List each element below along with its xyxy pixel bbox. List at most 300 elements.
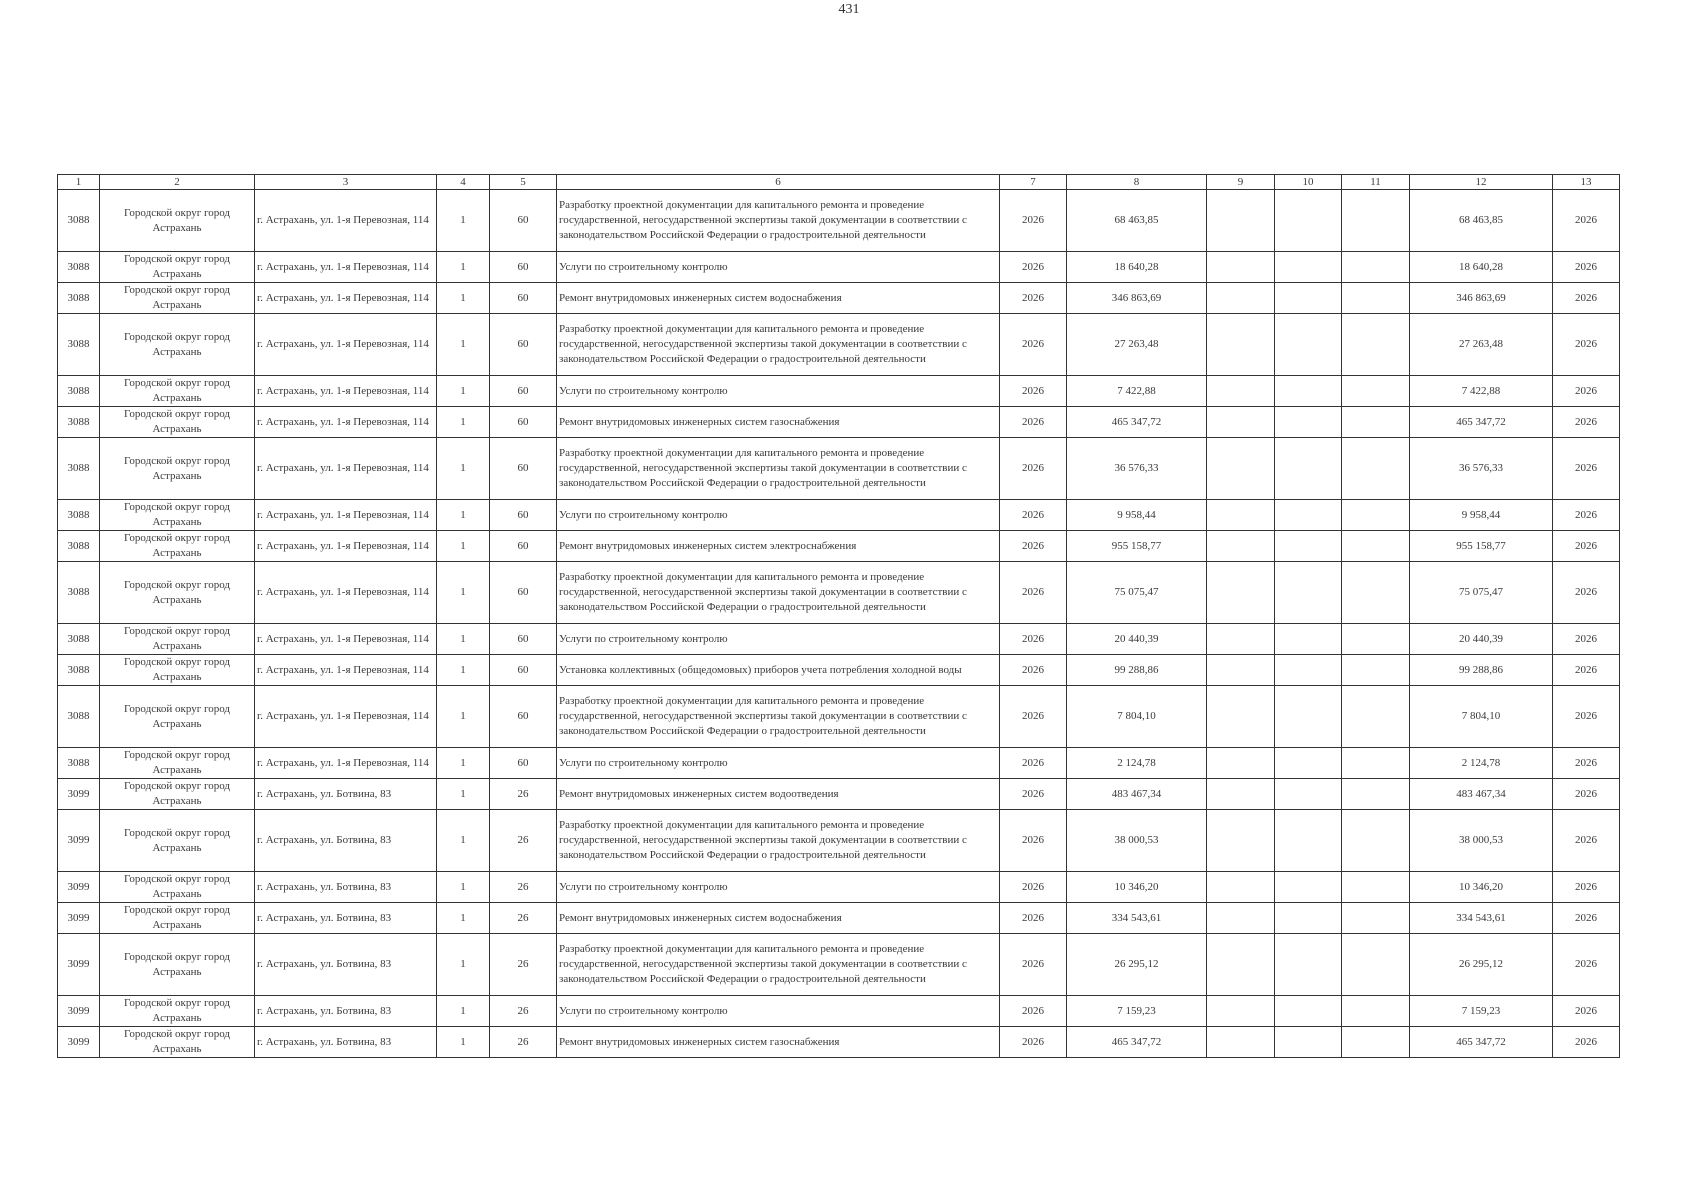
column-header: 7 <box>1000 175 1067 190</box>
municipality-cell: Городской округ город Астрахань <box>100 934 255 996</box>
col9-cell <box>1207 810 1275 872</box>
col5-cell: 60 <box>490 252 557 283</box>
col9-cell <box>1207 686 1275 748</box>
column-header: 6 <box>557 175 1000 190</box>
table-row <box>58 748 1620 779</box>
total-cost-cell: 7 159,23 <box>1410 996 1553 1027</box>
col9-cell <box>1207 624 1275 655</box>
col9-cell <box>1207 903 1275 934</box>
col4-cell: 1 <box>437 500 490 531</box>
cost-cell: 7 422,88 <box>1067 376 1207 407</box>
table-row <box>58 810 1620 872</box>
col9-cell <box>1207 748 1275 779</box>
house-id-cell: 3088 <box>58 531 100 562</box>
cost-cell: 27 263,48 <box>1067 314 1207 376</box>
table-row <box>58 624 1620 655</box>
address-cell: г. Астрахань, ул. 1-я Перевозная, 114 <box>255 748 437 779</box>
municipality-cell: Городской округ город Астрахань <box>100 562 255 624</box>
column-header: 12 <box>1410 175 1553 190</box>
col10-cell <box>1275 748 1342 779</box>
table-row <box>58 252 1620 283</box>
col9-cell <box>1207 252 1275 283</box>
col9-cell <box>1207 407 1275 438</box>
address-cell: г. Астрахань, ул. Ботвина, 83 <box>255 934 437 996</box>
table-row <box>58 996 1620 1027</box>
total-cost-cell: 7 804,10 <box>1410 686 1553 748</box>
column-header: 4 <box>437 175 490 190</box>
completion-year-cell: 2026 <box>1553 686 1620 748</box>
house-id-cell: 3088 <box>58 407 100 438</box>
year-cell: 2026 <box>1000 903 1067 934</box>
work-type-cell: Разработку проектной документации для капитального ремонта и проведение государственной, негосударственной экспертизы такой документации в соответствии с законодательством Российской Федерации о градостроительной деятельности <box>557 810 1000 872</box>
col10-cell <box>1275 531 1342 562</box>
cost-cell: 38 000,53 <box>1067 810 1207 872</box>
col11-cell <box>1342 314 1410 376</box>
work-type-cell: Разработку проектной документации для капитального ремонта и проведение государственной, негосударственной экспертизы такой документации в соответствии с законодательством Российской Федерации о градостроительной деятельности <box>557 562 1000 624</box>
work-type-cell: Разработку проектной документации для капитального ремонта и проведение государственной, негосударственной экспертизы такой документации в соответствии с законодательством Российской Федерации о градостроительной деятельности <box>557 438 1000 500</box>
column-header: 9 <box>1207 175 1275 190</box>
year-cell: 2026 <box>1000 748 1067 779</box>
municipality-cell: Городской округ город Астрахань <box>100 779 255 810</box>
cost-cell: 26 295,12 <box>1067 934 1207 996</box>
col11-cell <box>1342 283 1410 314</box>
house-id-cell: 3099 <box>58 934 100 996</box>
address-cell: г. Астрахань, ул. 1-я Перевозная, 114 <box>255 562 437 624</box>
work-type-cell: Услуги по строительному контролю <box>557 624 1000 655</box>
total-cost-cell: 36 576,33 <box>1410 438 1553 500</box>
cost-cell: 99 288,86 <box>1067 655 1207 686</box>
col10-cell <box>1275 500 1342 531</box>
col5-cell: 60 <box>490 562 557 624</box>
table-row <box>58 500 1620 531</box>
col4-cell: 1 <box>437 779 490 810</box>
municipality-cell: Городской округ город Астрахань <box>100 314 255 376</box>
work-type-cell: Ремонт внутридомовых инженерных систем водоснабжения <box>557 283 1000 314</box>
col11-cell <box>1342 903 1410 934</box>
house-id-cell: 3099 <box>58 810 100 872</box>
municipality-cell: Городской округ город Астрахань <box>100 996 255 1027</box>
house-id-cell: 3088 <box>58 686 100 748</box>
address-cell: г. Астрахань, ул. 1-я Перевозная, 114 <box>255 283 437 314</box>
municipality-cell: Городской округ город Астрахань <box>100 438 255 500</box>
col5-cell: 60 <box>490 314 557 376</box>
col4-cell: 1 <box>437 748 490 779</box>
completion-year-cell: 2026 <box>1553 872 1620 903</box>
address-cell: г. Астрахань, ул. Ботвина, 83 <box>255 1027 437 1058</box>
house-id-cell: 3088 <box>58 438 100 500</box>
col9-cell <box>1207 500 1275 531</box>
table-row <box>58 314 1620 376</box>
col11-cell <box>1342 252 1410 283</box>
work-type-cell: Разработку проектной документации для капитального ремонта и проведение государственной, негосударственной экспертизы такой документации в соответствии с законодательством Российской Федерации о градостроительной деятельности <box>557 686 1000 748</box>
header-row <box>58 175 1620 190</box>
house-id-cell: 3088 <box>58 748 100 779</box>
total-cost-cell: 75 075,47 <box>1410 562 1553 624</box>
col4-cell: 1 <box>437 686 490 748</box>
col5-cell: 26 <box>490 996 557 1027</box>
completion-year-cell: 2026 <box>1553 190 1620 252</box>
column-header: 13 <box>1553 175 1620 190</box>
cost-cell: 334 543,61 <box>1067 903 1207 934</box>
house-id-cell: 3088 <box>58 500 100 531</box>
col9-cell <box>1207 531 1275 562</box>
col11-cell <box>1342 376 1410 407</box>
table-row <box>58 190 1620 252</box>
col9-cell <box>1207 190 1275 252</box>
col10-cell <box>1275 624 1342 655</box>
col5-cell: 26 <box>490 779 557 810</box>
table-row <box>58 872 1620 903</box>
address-cell: г. Астрахань, ул. 1-я Перевозная, 114 <box>255 407 437 438</box>
house-id-cell: 3088 <box>58 655 100 686</box>
year-cell: 2026 <box>1000 500 1067 531</box>
col4-cell: 1 <box>437 934 490 996</box>
municipality-cell: Городской округ город Астрахань <box>100 283 255 314</box>
municipality-cell: Городской округ город Астрахань <box>100 190 255 252</box>
col4-cell: 1 <box>437 314 490 376</box>
col10-cell <box>1275 903 1342 934</box>
year-cell: 2026 <box>1000 655 1067 686</box>
col4-cell: 1 <box>437 252 490 283</box>
completion-year-cell: 2026 <box>1553 500 1620 531</box>
municipality-cell: Городской округ город Астрахань <box>100 531 255 562</box>
col4-cell: 1 <box>437 872 490 903</box>
column-header: 11 <box>1342 175 1410 190</box>
total-cost-cell: 334 543,61 <box>1410 903 1553 934</box>
col5-cell: 26 <box>490 903 557 934</box>
col11-cell <box>1342 531 1410 562</box>
table-row <box>58 407 1620 438</box>
col5-cell: 26 <box>490 1027 557 1058</box>
col10-cell <box>1275 686 1342 748</box>
municipality-cell: Городской округ город Астрахань <box>100 624 255 655</box>
year-cell: 2026 <box>1000 438 1067 500</box>
address-cell: г. Астрахань, ул. 1-я Перевозная, 114 <box>255 252 437 283</box>
col5-cell: 60 <box>490 748 557 779</box>
municipality-cell: Городской округ город Астрахань <box>100 252 255 283</box>
col10-cell <box>1275 562 1342 624</box>
col5-cell: 60 <box>490 686 557 748</box>
col5-cell: 60 <box>490 655 557 686</box>
municipality-cell: Городской округ город Астрахань <box>100 407 255 438</box>
cost-cell: 955 158,77 <box>1067 531 1207 562</box>
col11-cell <box>1342 686 1410 748</box>
page-number: 431 <box>838 2 860 17</box>
address-cell: г. Астрахань, ул. 1-я Перевозная, 114 <box>255 531 437 562</box>
total-cost-cell: 68 463,85 <box>1410 190 1553 252</box>
house-id-cell: 3088 <box>58 190 100 252</box>
cost-cell: 7 159,23 <box>1067 996 1207 1027</box>
total-cost-cell: 7 422,88 <box>1410 376 1553 407</box>
address-cell: г. Астрахань, ул. Ботвина, 83 <box>255 903 437 934</box>
table-row <box>58 531 1620 562</box>
address-cell: г. Астрахань, ул. 1-я Перевозная, 114 <box>255 686 437 748</box>
cost-cell: 7 804,10 <box>1067 686 1207 748</box>
table-row <box>58 438 1620 500</box>
col11-cell <box>1342 934 1410 996</box>
col4-cell: 1 <box>437 810 490 872</box>
house-id-cell: 3099 <box>58 779 100 810</box>
cost-cell: 2 124,78 <box>1067 748 1207 779</box>
work-type-cell: Услуги по строительному контролю <box>557 252 1000 283</box>
cost-cell: 465 347,72 <box>1067 1027 1207 1058</box>
completion-year-cell: 2026 <box>1553 779 1620 810</box>
table-body <box>58 190 1620 1058</box>
house-id-cell: 3099 <box>58 903 100 934</box>
address-cell: г. Астрахань, ул. 1-я Перевозная, 114 <box>255 376 437 407</box>
col11-cell <box>1342 810 1410 872</box>
col9-cell <box>1207 996 1275 1027</box>
work-type-cell: Услуги по строительному контролю <box>557 996 1000 1027</box>
col9-cell <box>1207 376 1275 407</box>
total-cost-cell: 9 958,44 <box>1410 500 1553 531</box>
year-cell: 2026 <box>1000 531 1067 562</box>
year-cell: 2026 <box>1000 624 1067 655</box>
house-id-cell: 3099 <box>58 996 100 1027</box>
cost-cell: 75 075,47 <box>1067 562 1207 624</box>
year-cell: 2026 <box>1000 996 1067 1027</box>
total-cost-cell: 27 263,48 <box>1410 314 1553 376</box>
municipality-cell: Городской округ город Астрахань <box>100 748 255 779</box>
col10-cell <box>1275 810 1342 872</box>
table-row <box>58 376 1620 407</box>
year-cell: 2026 <box>1000 190 1067 252</box>
col10-cell <box>1275 655 1342 686</box>
completion-year-cell: 2026 <box>1553 655 1620 686</box>
cost-cell: 36 576,33 <box>1067 438 1207 500</box>
table-row <box>58 686 1620 748</box>
address-cell: г. Астрахань, ул. Ботвина, 83 <box>255 872 437 903</box>
work-type-cell: Ремонт внутридомовых инженерных систем водоотведения <box>557 779 1000 810</box>
cost-cell: 483 467,34 <box>1067 779 1207 810</box>
completion-year-cell: 2026 <box>1553 1027 1620 1058</box>
col5-cell: 60 <box>490 438 557 500</box>
total-cost-cell: 346 863,69 <box>1410 283 1553 314</box>
col5-cell: 60 <box>490 407 557 438</box>
capital-repair-table <box>57 174 1620 1058</box>
address-cell: г. Астрахань, ул. 1-я Перевозная, 114 <box>255 314 437 376</box>
total-cost-cell: 38 000,53 <box>1410 810 1553 872</box>
col10-cell <box>1275 283 1342 314</box>
col10-cell <box>1275 438 1342 500</box>
total-cost-cell: 20 440,39 <box>1410 624 1553 655</box>
house-id-cell: 3099 <box>58 1027 100 1058</box>
work-type-cell: Разработку проектной документации для капитального ремонта и проведение государственной, негосударственной экспертизы такой документации в соответствии с законодательством Российской Федерации о градостроительной деятельности <box>557 934 1000 996</box>
col9-cell <box>1207 562 1275 624</box>
completion-year-cell: 2026 <box>1553 624 1620 655</box>
col5-cell: 60 <box>490 500 557 531</box>
house-id-cell: 3088 <box>58 283 100 314</box>
municipality-cell: Городской округ город Астрахань <box>100 500 255 531</box>
col10-cell <box>1275 376 1342 407</box>
work-type-cell: Услуги по строительному контролю <box>557 376 1000 407</box>
column-header: 3 <box>255 175 437 190</box>
col11-cell <box>1342 748 1410 779</box>
address-cell: г. Астрахань, ул. 1-я Перевозная, 114 <box>255 655 437 686</box>
total-cost-cell: 99 288,86 <box>1410 655 1553 686</box>
col10-cell <box>1275 872 1342 903</box>
year-cell: 2026 <box>1000 872 1067 903</box>
column-header: 8 <box>1067 175 1207 190</box>
col9-cell <box>1207 779 1275 810</box>
year-cell: 2026 <box>1000 314 1067 376</box>
col4-cell: 1 <box>437 903 490 934</box>
col10-cell <box>1275 1027 1342 1058</box>
total-cost-cell: 2 124,78 <box>1410 748 1553 779</box>
completion-year-cell: 2026 <box>1553 562 1620 624</box>
completion-year-cell: 2026 <box>1553 438 1620 500</box>
column-header: 10 <box>1275 175 1342 190</box>
year-cell: 2026 <box>1000 810 1067 872</box>
cost-cell: 18 640,28 <box>1067 252 1207 283</box>
col4-cell: 1 <box>437 562 490 624</box>
col10-cell <box>1275 407 1342 438</box>
col5-cell: 26 <box>490 934 557 996</box>
col11-cell <box>1342 562 1410 624</box>
col11-cell <box>1342 190 1410 252</box>
work-type-cell: Ремонт внутридомовых инженерных систем водоснабжения <box>557 903 1000 934</box>
house-id-cell: 3088 <box>58 624 100 655</box>
col9-cell <box>1207 655 1275 686</box>
work-type-cell: Услуги по строительному контролю <box>557 872 1000 903</box>
col5-cell: 60 <box>490 376 557 407</box>
total-cost-cell: 955 158,77 <box>1410 531 1553 562</box>
cost-cell: 68 463,85 <box>1067 190 1207 252</box>
col10-cell <box>1275 190 1342 252</box>
table-row <box>58 283 1620 314</box>
municipality-cell: Городской округ город Астрахань <box>100 903 255 934</box>
total-cost-cell: 465 347,72 <box>1410 1027 1553 1058</box>
col4-cell: 1 <box>437 1027 490 1058</box>
address-cell: г. Астрахань, ул. Ботвина, 83 <box>255 810 437 872</box>
total-cost-cell: 26 295,12 <box>1410 934 1553 996</box>
completion-year-cell: 2026 <box>1553 407 1620 438</box>
house-id-cell: 3088 <box>58 562 100 624</box>
year-cell: 2026 <box>1000 283 1067 314</box>
year-cell: 2026 <box>1000 252 1067 283</box>
col11-cell <box>1342 872 1410 903</box>
column-header: 5 <box>490 175 557 190</box>
col4-cell: 1 <box>437 655 490 686</box>
col10-cell <box>1275 934 1342 996</box>
municipality-cell: Городской округ город Астрахань <box>100 376 255 407</box>
table-row <box>58 934 1620 996</box>
house-id-cell: 3099 <box>58 872 100 903</box>
work-type-cell: Ремонт внутридомовых инженерных систем газоснабжения <box>557 1027 1000 1058</box>
municipality-cell: Городской округ город Астрахань <box>100 655 255 686</box>
col5-cell: 60 <box>490 190 557 252</box>
house-id-cell: 3088 <box>58 252 100 283</box>
completion-year-cell: 2026 <box>1553 376 1620 407</box>
table-row <box>58 562 1620 624</box>
total-cost-cell: 465 347,72 <box>1410 407 1553 438</box>
column-header: 1 <box>58 175 100 190</box>
year-cell: 2026 <box>1000 779 1067 810</box>
municipality-cell: Городской округ город Астрахань <box>100 686 255 748</box>
col4-cell: 1 <box>437 283 490 314</box>
col5-cell: 26 <box>490 810 557 872</box>
address-cell: г. Астрахань, ул. 1-я Перевозная, 114 <box>255 500 437 531</box>
col10-cell <box>1275 779 1342 810</box>
col11-cell <box>1342 655 1410 686</box>
col11-cell <box>1342 407 1410 438</box>
col4-cell: 1 <box>437 438 490 500</box>
cost-cell: 20 440,39 <box>1067 624 1207 655</box>
completion-year-cell: 2026 <box>1553 283 1620 314</box>
year-cell: 2026 <box>1000 407 1067 438</box>
year-cell: 2026 <box>1000 934 1067 996</box>
completion-year-cell: 2026 <box>1553 748 1620 779</box>
work-type-cell: Разработку проектной документации для капитального ремонта и проведение государственной, негосударственной экспертизы такой документации в соответствии с законодательством Российской Федерации о градостроительной деятельности <box>557 190 1000 252</box>
col11-cell <box>1342 500 1410 531</box>
completion-year-cell: 2026 <box>1553 314 1620 376</box>
table-row <box>58 1027 1620 1058</box>
col5-cell: 60 <box>490 283 557 314</box>
municipality-cell: Городской округ город Астрахань <box>100 872 255 903</box>
col10-cell <box>1275 314 1342 376</box>
col5-cell: 60 <box>490 531 557 562</box>
total-cost-cell: 10 346,20 <box>1410 872 1553 903</box>
completion-year-cell: 2026 <box>1553 252 1620 283</box>
municipality-cell: Городской округ город Астрахань <box>100 1027 255 1058</box>
col9-cell <box>1207 314 1275 376</box>
col4-cell: 1 <box>437 531 490 562</box>
col9-cell <box>1207 1027 1275 1058</box>
col11-cell <box>1342 624 1410 655</box>
col11-cell <box>1342 438 1410 500</box>
work-type-cell: Ремонт внутридомовых инженерных систем электроснабжения <box>557 531 1000 562</box>
year-cell: 2026 <box>1000 376 1067 407</box>
completion-year-cell: 2026 <box>1553 810 1620 872</box>
work-type-cell: Услуги по строительному контролю <box>557 748 1000 779</box>
col10-cell <box>1275 252 1342 283</box>
col11-cell <box>1342 996 1410 1027</box>
completion-year-cell: 2026 <box>1553 996 1620 1027</box>
address-cell: г. Астрахань, ул. 1-я Перевозная, 114 <box>255 438 437 500</box>
col4-cell: 1 <box>437 376 490 407</box>
house-id-cell: 3088 <box>58 314 100 376</box>
col4-cell: 1 <box>437 407 490 438</box>
completion-year-cell: 2026 <box>1553 903 1620 934</box>
work-type-cell: Разработку проектной документации для капитального ремонта и проведение государственной, негосударственной экспертизы такой документации в соответствии с законодательством Российской Федерации о градостроительной деятельности <box>557 314 1000 376</box>
cost-cell: 10 346,20 <box>1067 872 1207 903</box>
col11-cell <box>1342 1027 1410 1058</box>
col4-cell: 1 <box>437 624 490 655</box>
total-cost-cell: 18 640,28 <box>1410 252 1553 283</box>
col11-cell <box>1342 779 1410 810</box>
col5-cell: 60 <box>490 624 557 655</box>
column-header: 2 <box>100 175 255 190</box>
col9-cell <box>1207 283 1275 314</box>
col4-cell: 1 <box>437 996 490 1027</box>
col5-cell: 26 <box>490 872 557 903</box>
work-type-cell: Установка коллективных (общедомовых) приборов учета потребления холодной воды <box>557 655 1000 686</box>
col9-cell <box>1207 934 1275 996</box>
total-cost-cell: 483 467,34 <box>1410 779 1553 810</box>
address-cell: г. Астрахань, ул. Ботвина, 83 <box>255 996 437 1027</box>
address-cell: г. Астрахань, ул. 1-я Перевозная, 114 <box>255 624 437 655</box>
address-cell: г. Астрахань, ул. Ботвина, 83 <box>255 779 437 810</box>
completion-year-cell: 2026 <box>1553 934 1620 996</box>
completion-year-cell: 2026 <box>1553 531 1620 562</box>
municipality-cell: Городской округ город Астрахань <box>100 810 255 872</box>
year-cell: 2026 <box>1000 686 1067 748</box>
col9-cell <box>1207 872 1275 903</box>
year-cell: 2026 <box>1000 1027 1067 1058</box>
table-row <box>58 779 1620 810</box>
cost-cell: 9 958,44 <box>1067 500 1207 531</box>
table-row <box>58 903 1620 934</box>
